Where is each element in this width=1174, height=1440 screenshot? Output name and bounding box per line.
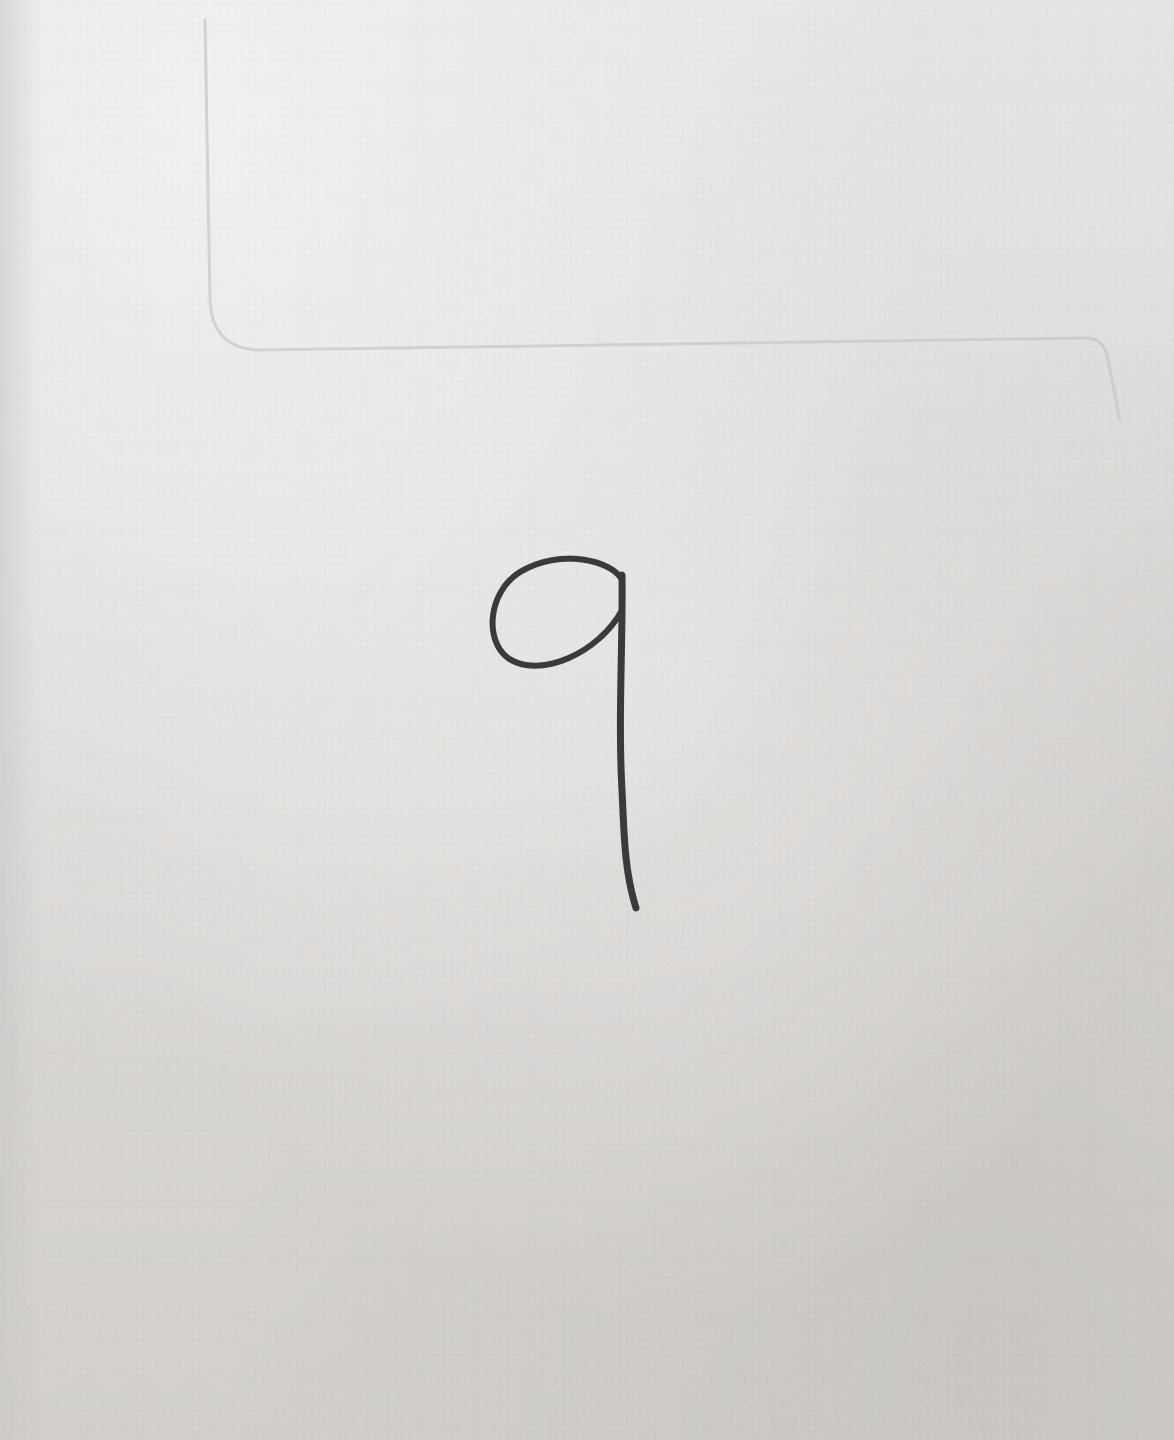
digit-stem xyxy=(620,575,636,908)
digit-loop xyxy=(493,559,622,666)
